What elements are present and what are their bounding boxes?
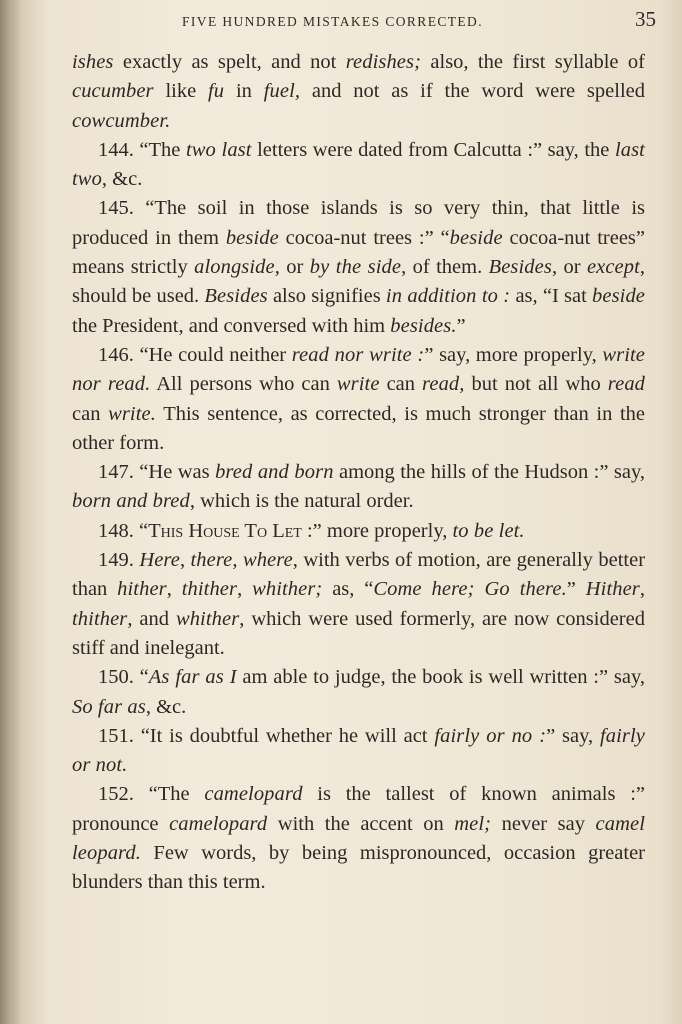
running-title: FIVE HUNDRED MISTAKES CORRECTED. [182,14,483,29]
text-run: cocoa-nut trees” means strictly [72,226,645,279]
page-header [70,6,656,32]
text-run: , with verbs of motion, are generally better than [72,549,646,601]
text-run: , [179,549,191,572]
text-run: is the tallest of known animals :” pronounce [72,783,645,835]
italic-text: ishes [72,51,114,73]
text-run: , [166,578,182,601]
italic-text: write [336,373,380,396]
small-caps-text: This House To Let [148,519,302,542]
text-run: but not all who [464,373,608,396]
italic-text: beside [592,285,646,308]
italic-text: two last [185,138,252,161]
italic-text: As far as I [148,666,237,689]
italic-text: whither [175,607,240,630]
italic-text: hither [117,578,167,601]
paragraph-146 [72,341,645,458]
paragraph-continuation [72,48,645,136]
text-run: cocoa-nut trees :” “ [278,226,450,249]
italic-text: beside [449,226,503,249]
italic-text: bred and born [215,461,334,484]
text-run: , [237,578,253,601]
text-run: , [232,549,243,572]
text-run: 152. “The [98,783,205,806]
text-run: , [639,578,645,601]
text-run: can [379,373,423,396]
text-run: in [224,80,264,103]
text-run: This sentence, as corrected, is much stronger than in the other form. [72,402,645,454]
text-run: like [153,80,208,103]
italic-text: read nor write : [291,343,425,366]
italic-text: born and bred [72,490,190,513]
text-run: exactly as spelt, and not [113,51,346,73]
italic-text: fairly or not. [72,724,645,777]
paragraph-149 [72,546,645,663]
text-run: , which were used formerly, are now considered stiff and inelegant. [72,607,645,659]
text-run: as, “ [322,578,374,601]
paragraph-151 [72,722,645,781]
paragraph-145 [72,194,645,340]
italic-text: read [607,373,646,396]
text-run: letters were dated from Calcutta :” say, the [251,138,615,161]
italic-text: mel; [454,812,492,835]
italic-text: whither; [252,578,323,601]
text-run: Few words, by being mispronounced, occasion greater blunders than this term. [72,842,645,894]
text-run: ” [456,314,466,337]
text-run: 147. “He was [98,461,216,484]
text-run: among the hills of the Hudson :” say, [333,461,645,484]
paragraph-150 [72,663,645,722]
italic-text: camelopard [169,812,268,835]
text-run: 146. “He could neither [98,343,292,366]
text-run: , &c. [101,168,143,191]
paragraph-148 [72,517,645,546]
italic-text: cucumber [72,80,154,103]
italic-text: redishes; [345,51,422,73]
paragraph-147 [72,458,645,517]
italic-text: alongside [194,256,275,279]
text-run: 144. “The [98,138,186,161]
page-number: 35 [635,7,656,31]
body-text [72,48,645,898]
italic-text: except [586,256,640,279]
italic-text: to be let. [452,519,525,542]
text-run: the President, and conversed with him [72,314,391,337]
italic-text: last two [72,138,645,191]
paragraph-152 [72,780,645,897]
text-run: :” more properly, [301,519,453,542]
italic-text: by the side [309,256,402,279]
text-run: , or [551,256,587,279]
italic-text: Besides [204,285,268,308]
italic-text: read, [422,373,465,396]
italic-text: thither [72,607,128,630]
text-run: with the accent on [267,812,455,835]
text-run: , of them. [401,256,489,279]
paragraph-144 [72,136,645,195]
italic-text: So far as [72,695,146,718]
italic-text: Besides [488,256,552,279]
text-run: ” say, more properly, [424,343,603,366]
italic-text: write nor read. [72,343,645,396]
text-run: 148. “ [98,519,149,542]
text-run: never say [491,812,596,835]
text-run: 149. [98,549,140,572]
italic-text: write. [108,402,156,425]
text-run: can [72,402,109,425]
italic-text: fuel, [263,80,301,103]
text-run: and not as if the word were spelled [300,80,645,103]
italic-text: fairly or no : [434,724,547,747]
text-run: All persons who can [150,373,337,396]
italic-text: beside [225,226,279,249]
italic-text: where [242,549,293,572]
italic-text: besides. [390,314,457,337]
text-run: also signifies [267,285,386,308]
text-run: , should be used. [72,256,646,308]
text-run: 151. “It is doubtful whether he will act [98,724,435,747]
text-run: 145. “The soil in those islands is so very thin, that little is produced in them [72,197,645,249]
text-run: ” say, [546,724,600,747]
italic-text: Come here; Go there. [373,578,567,601]
text-run: , &c. [145,695,187,718]
italic-text: fu [208,80,225,103]
italic-text: camel leopard. [72,812,645,865]
italic-text: Here [139,549,180,572]
italic-text: there [190,549,233,572]
italic-text: cowcumber. [72,109,171,132]
text-run: , and [127,607,176,630]
italic-text: thither [181,578,238,601]
text-run: , which is the natural order. [189,490,414,513]
page-gutter-shadow [0,0,22,1024]
italic-text: Hither [585,578,640,601]
italic-text: camelopard [204,783,303,806]
text-run: , or [274,256,310,279]
text-run: ” [566,578,586,601]
text-run: as, “I sat [510,285,593,308]
text-run: am able to judge, the book is well written :” say, [236,666,645,689]
text-run: also, the first syllable of [421,51,645,73]
italic-text: in addition to : [385,285,511,308]
text-run: 150. “ [98,666,149,689]
